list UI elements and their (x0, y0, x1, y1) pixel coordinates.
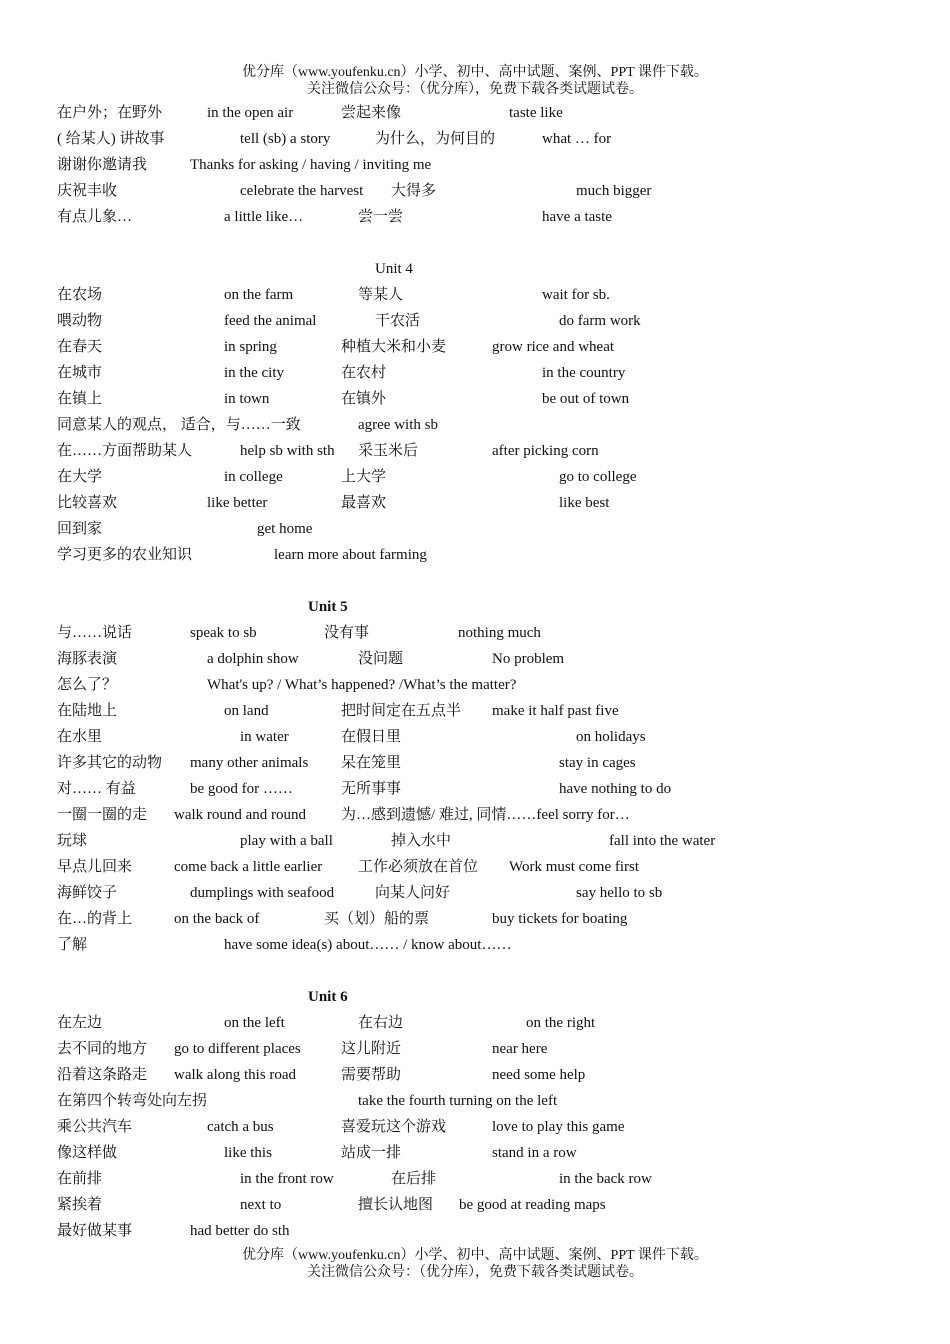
english-term: in college (224, 469, 283, 485)
english-term: go to different places (174, 1041, 301, 1057)
vocab-row (0, 910, 950, 936)
english-term: get home (257, 521, 313, 537)
vocab-row (0, 520, 950, 546)
english-term: fall into the water (609, 833, 716, 849)
vocab-row (0, 1222, 950, 1248)
chinese-term: 在假日里 (341, 729, 402, 745)
vocab-row (0, 286, 950, 312)
vocab-row (0, 390, 950, 416)
chinese-term: 在左边 (57, 1015, 103, 1031)
chinese-term: 有点儿象… (57, 209, 133, 225)
chinese-term: 谢谢你邀请我 (57, 157, 148, 173)
chinese-term: 没问题 (358, 651, 404, 667)
english-term: go to college (559, 469, 637, 485)
chinese-term: 站成一排 (341, 1145, 402, 1161)
chinese-term: 与……说话 (57, 625, 133, 641)
chinese-term: 采玉米后 (358, 443, 419, 459)
chinese-term: 在右边 (358, 1015, 404, 1031)
vocab-row (0, 156, 950, 182)
english-term: a dolphin show (207, 651, 299, 667)
english-term: much bigger (576, 183, 652, 199)
english-term: agree with sb (358, 417, 438, 433)
vocab-row (0, 468, 950, 494)
chinese-term: 海鲜饺子 (57, 885, 118, 901)
english-term: come back a little earlier (174, 859, 323, 875)
chinese-term: 怎么了？ (57, 677, 118, 693)
page-footer (0, 1247, 950, 1281)
english-term: like better (207, 495, 268, 511)
vocab-row (0, 728, 950, 754)
chinese-term: 买（划）船的票 (324, 911, 430, 927)
english-term: buy tickets for boating (492, 911, 628, 927)
chinese-term: 为什么，为何目的 (375, 131, 496, 147)
chinese-term: 向某人问好 (375, 885, 451, 901)
vocab-row (0, 1014, 950, 1040)
english-term: a little like… (224, 209, 304, 225)
footer-line-1: 优分库（www.youfenku.cn）小学、初中、高中试题、案例、PPT 课件下载。 (242, 1248, 708, 1263)
vocab-row (0, 338, 950, 364)
chinese-term: 一圈一圈的走 (57, 807, 148, 823)
english-term: Thanks for asking / having / inviting me (190, 157, 432, 173)
chinese-term: 需要帮助 (341, 1067, 402, 1083)
chinese-term: 喜爱玩这个游戏 (341, 1119, 447, 1135)
english-term: in spring (224, 339, 277, 355)
vocab-row (0, 416, 950, 442)
chinese-term: 在水里 (57, 729, 103, 745)
english-term: wait for sb. (542, 287, 610, 303)
english-term: No problem (492, 651, 565, 667)
vocab-row (0, 312, 950, 338)
chinese-term: 在镇上 (57, 391, 103, 407)
english-term: tell (sb) a story (240, 131, 331, 147)
chinese-term: 上大学 (341, 469, 387, 485)
vocab-row (0, 884, 950, 910)
english-term: have nothing to do (559, 781, 672, 797)
english-term: like best (559, 495, 610, 511)
chinese-term: 没有事 (324, 625, 370, 641)
english-term: need some help (492, 1067, 586, 1083)
english-term: had better do sth (190, 1223, 290, 1239)
english-term: What's up? / What’s happened? /What’s the matter? (207, 677, 517, 693)
english-term: do farm work (559, 313, 641, 329)
unit-title: Unit 5 (308, 599, 348, 615)
footer-line-2: 关注微信公众号：（优分库），免费下载各类试题试卷。 (307, 1265, 643, 1280)
english-term: next to (240, 1197, 282, 1213)
chinese-term: 许多其它的动物 (57, 755, 163, 771)
vocab-row (0, 1066, 950, 1092)
chinese-term: 在户外；在野外 (57, 105, 163, 121)
vocab-row (0, 442, 950, 468)
english-term: on the right (526, 1015, 596, 1031)
chinese-term: 在后排 (391, 1171, 437, 1187)
chinese-term: 沿着这条路走 (57, 1067, 148, 1083)
chinese-term: 掉入水中 (391, 833, 452, 849)
english-term: make it half past five (492, 703, 619, 719)
vocab-row (0, 1040, 950, 1066)
vocab-row (0, 208, 950, 234)
vocab-row (0, 494, 950, 520)
chinese-term: 在第四个转弯处向左拐 (57, 1093, 208, 1109)
chinese-term: 在前排 (57, 1171, 103, 1187)
english-term: on the back of (174, 911, 260, 927)
chinese-term: 在农场 (57, 287, 103, 303)
vocab-row (0, 364, 950, 390)
english-term: walk along this road (174, 1067, 297, 1083)
english-term: stand in a row (492, 1145, 577, 1161)
english-term: many other animals (190, 755, 309, 771)
vocab-row (0, 676, 950, 702)
chinese-term: 学习更多的农业知识 (57, 547, 193, 563)
english-term: have a taste (542, 209, 612, 225)
chinese-term: 庆祝丰收 (57, 183, 118, 199)
chinese-term: 工作必须放在首位 (358, 859, 479, 875)
chinese-term: 去不同的地方 (57, 1041, 148, 1057)
english-term: celebrate the harvest (240, 183, 364, 199)
vocab-row (0, 1170, 950, 1196)
chinese-term: 同意某人的观点， 适合，与……一致 (57, 417, 301, 433)
vocab-row (0, 1118, 950, 1144)
english-term: in the city (224, 365, 284, 381)
english-term: love to play this game (492, 1119, 625, 1135)
chinese-term: 早点儿回来 (57, 859, 133, 875)
english-term: play with a ball (240, 833, 333, 849)
english-term: help sb with sth (240, 443, 335, 459)
chinese-term: 在……方面帮助某人 (57, 443, 193, 459)
chinese-term: 为…感到遗憾/ 难过, 同情……feel sorry for… (341, 807, 630, 823)
english-term: in water (240, 729, 289, 745)
chinese-term: 回到家 (57, 521, 103, 537)
english-term: in the open air (207, 105, 294, 121)
chinese-term: 像这样做 (57, 1145, 118, 1161)
chinese-term: 比较喜欢 (57, 495, 118, 511)
english-term: what … for (542, 131, 612, 147)
chinese-term: 最好做某事 (57, 1223, 133, 1239)
english-term: taste like (509, 105, 563, 121)
vocab-row (0, 858, 950, 884)
vocab-row (0, 754, 950, 780)
english-term: be good for …… (190, 781, 293, 797)
chinese-term: 擅长认地图 (358, 1197, 434, 1213)
chinese-term: 在城市 (57, 365, 103, 381)
english-term: on land (224, 703, 269, 719)
vocab-row (0, 546, 950, 572)
english-term: in town (224, 391, 270, 407)
chinese-term: 乘公共汽车 (57, 1119, 133, 1135)
english-term: on the farm (224, 287, 294, 303)
chinese-term: 干农活 (375, 313, 421, 329)
chinese-term: 大得多 (391, 183, 437, 199)
english-term: Work must come first (509, 859, 640, 875)
english-term: after picking corn (492, 443, 599, 459)
english-term: near here (492, 1041, 548, 1057)
english-term: walk round and round (174, 807, 307, 823)
vocab-row (0, 650, 950, 676)
chinese-term: 在大学 (57, 469, 103, 485)
english-term: take the fourth turning on the left (358, 1093, 558, 1109)
header-line-1: 优分库（www.youfenku.cn）小学、初中、高中试题、案例、PPT 课件下载。 (242, 65, 708, 80)
vocab-row (0, 182, 950, 208)
english-term: have some idea(s) about…… / know about…… (224, 937, 512, 953)
chinese-term: 在…的背上 (57, 911, 133, 927)
header-line-2: 关注微信公众号：（优分库），免费下载各类试题试卷。 (307, 82, 643, 97)
chinese-term: 喂动物 (57, 313, 103, 329)
vocab-row (0, 780, 950, 806)
english-term: dumplings with seafood (190, 885, 335, 901)
chinese-term: 尝一尝 (358, 209, 404, 225)
chinese-term: 海豚表演 (57, 651, 118, 667)
english-term: learn more about farming (274, 547, 427, 563)
english-term: on the left (224, 1015, 285, 1031)
unit-title: Unit 6 (308, 989, 348, 1005)
vocab-row (0, 1196, 950, 1222)
chinese-term: 玩球 (57, 833, 88, 849)
chinese-term: 紧挨着 (57, 1197, 103, 1213)
chinese-term: 尝起来像 (341, 105, 402, 121)
vocab-row (0, 806, 950, 832)
english-term: grow rice and wheat (492, 339, 615, 355)
vocab-row (0, 1092, 950, 1118)
chinese-term: 呆在笼里 (341, 755, 402, 771)
english-term: speak to sb (190, 625, 257, 641)
chinese-term: 在陆地上 (57, 703, 118, 719)
chinese-term: 在镇外 (341, 391, 387, 407)
english-term: stay in cages (559, 755, 636, 771)
english-term: like this (224, 1145, 272, 1161)
chinese-term: 无所事事 (341, 781, 402, 797)
chinese-term: 对…… 有益 (57, 781, 136, 797)
english-term: feed the animal (224, 313, 317, 329)
chinese-term: 种植大米和小麦 (341, 339, 447, 355)
vocab-row (0, 936, 950, 962)
vocab-row (0, 1144, 950, 1170)
chinese-term: 这儿附近 (341, 1041, 402, 1057)
english-term: nothing much (458, 625, 541, 641)
english-term: in the front row (240, 1171, 334, 1187)
vocab-row (0, 832, 950, 858)
chinese-term: 了解 (57, 937, 88, 953)
vocab-row (0, 104, 950, 130)
chinese-term: 把时间定在五点半 (341, 703, 462, 719)
chinese-term: 最喜欢 (341, 495, 387, 511)
vocab-row (0, 624, 950, 650)
chinese-term: 在春天 (57, 339, 103, 355)
english-term: in the back row (559, 1171, 652, 1187)
chinese-term: 等某人 (358, 287, 404, 303)
english-term: say hello to sb (576, 885, 663, 901)
page-header (0, 64, 950, 98)
unit-title: Unit 4 (375, 261, 413, 277)
english-term: in the country (542, 365, 626, 381)
chinese-term: 在农村 (341, 365, 387, 381)
chinese-term: ( 给某人) 讲故事 (57, 131, 165, 147)
vocab-row (0, 130, 950, 156)
english-term: be out of town (542, 391, 630, 407)
vocab-row (0, 702, 950, 728)
english-term: be good at reading maps (459, 1197, 606, 1213)
english-term: catch a bus (207, 1119, 274, 1135)
english-term: on holidays (576, 729, 646, 745)
